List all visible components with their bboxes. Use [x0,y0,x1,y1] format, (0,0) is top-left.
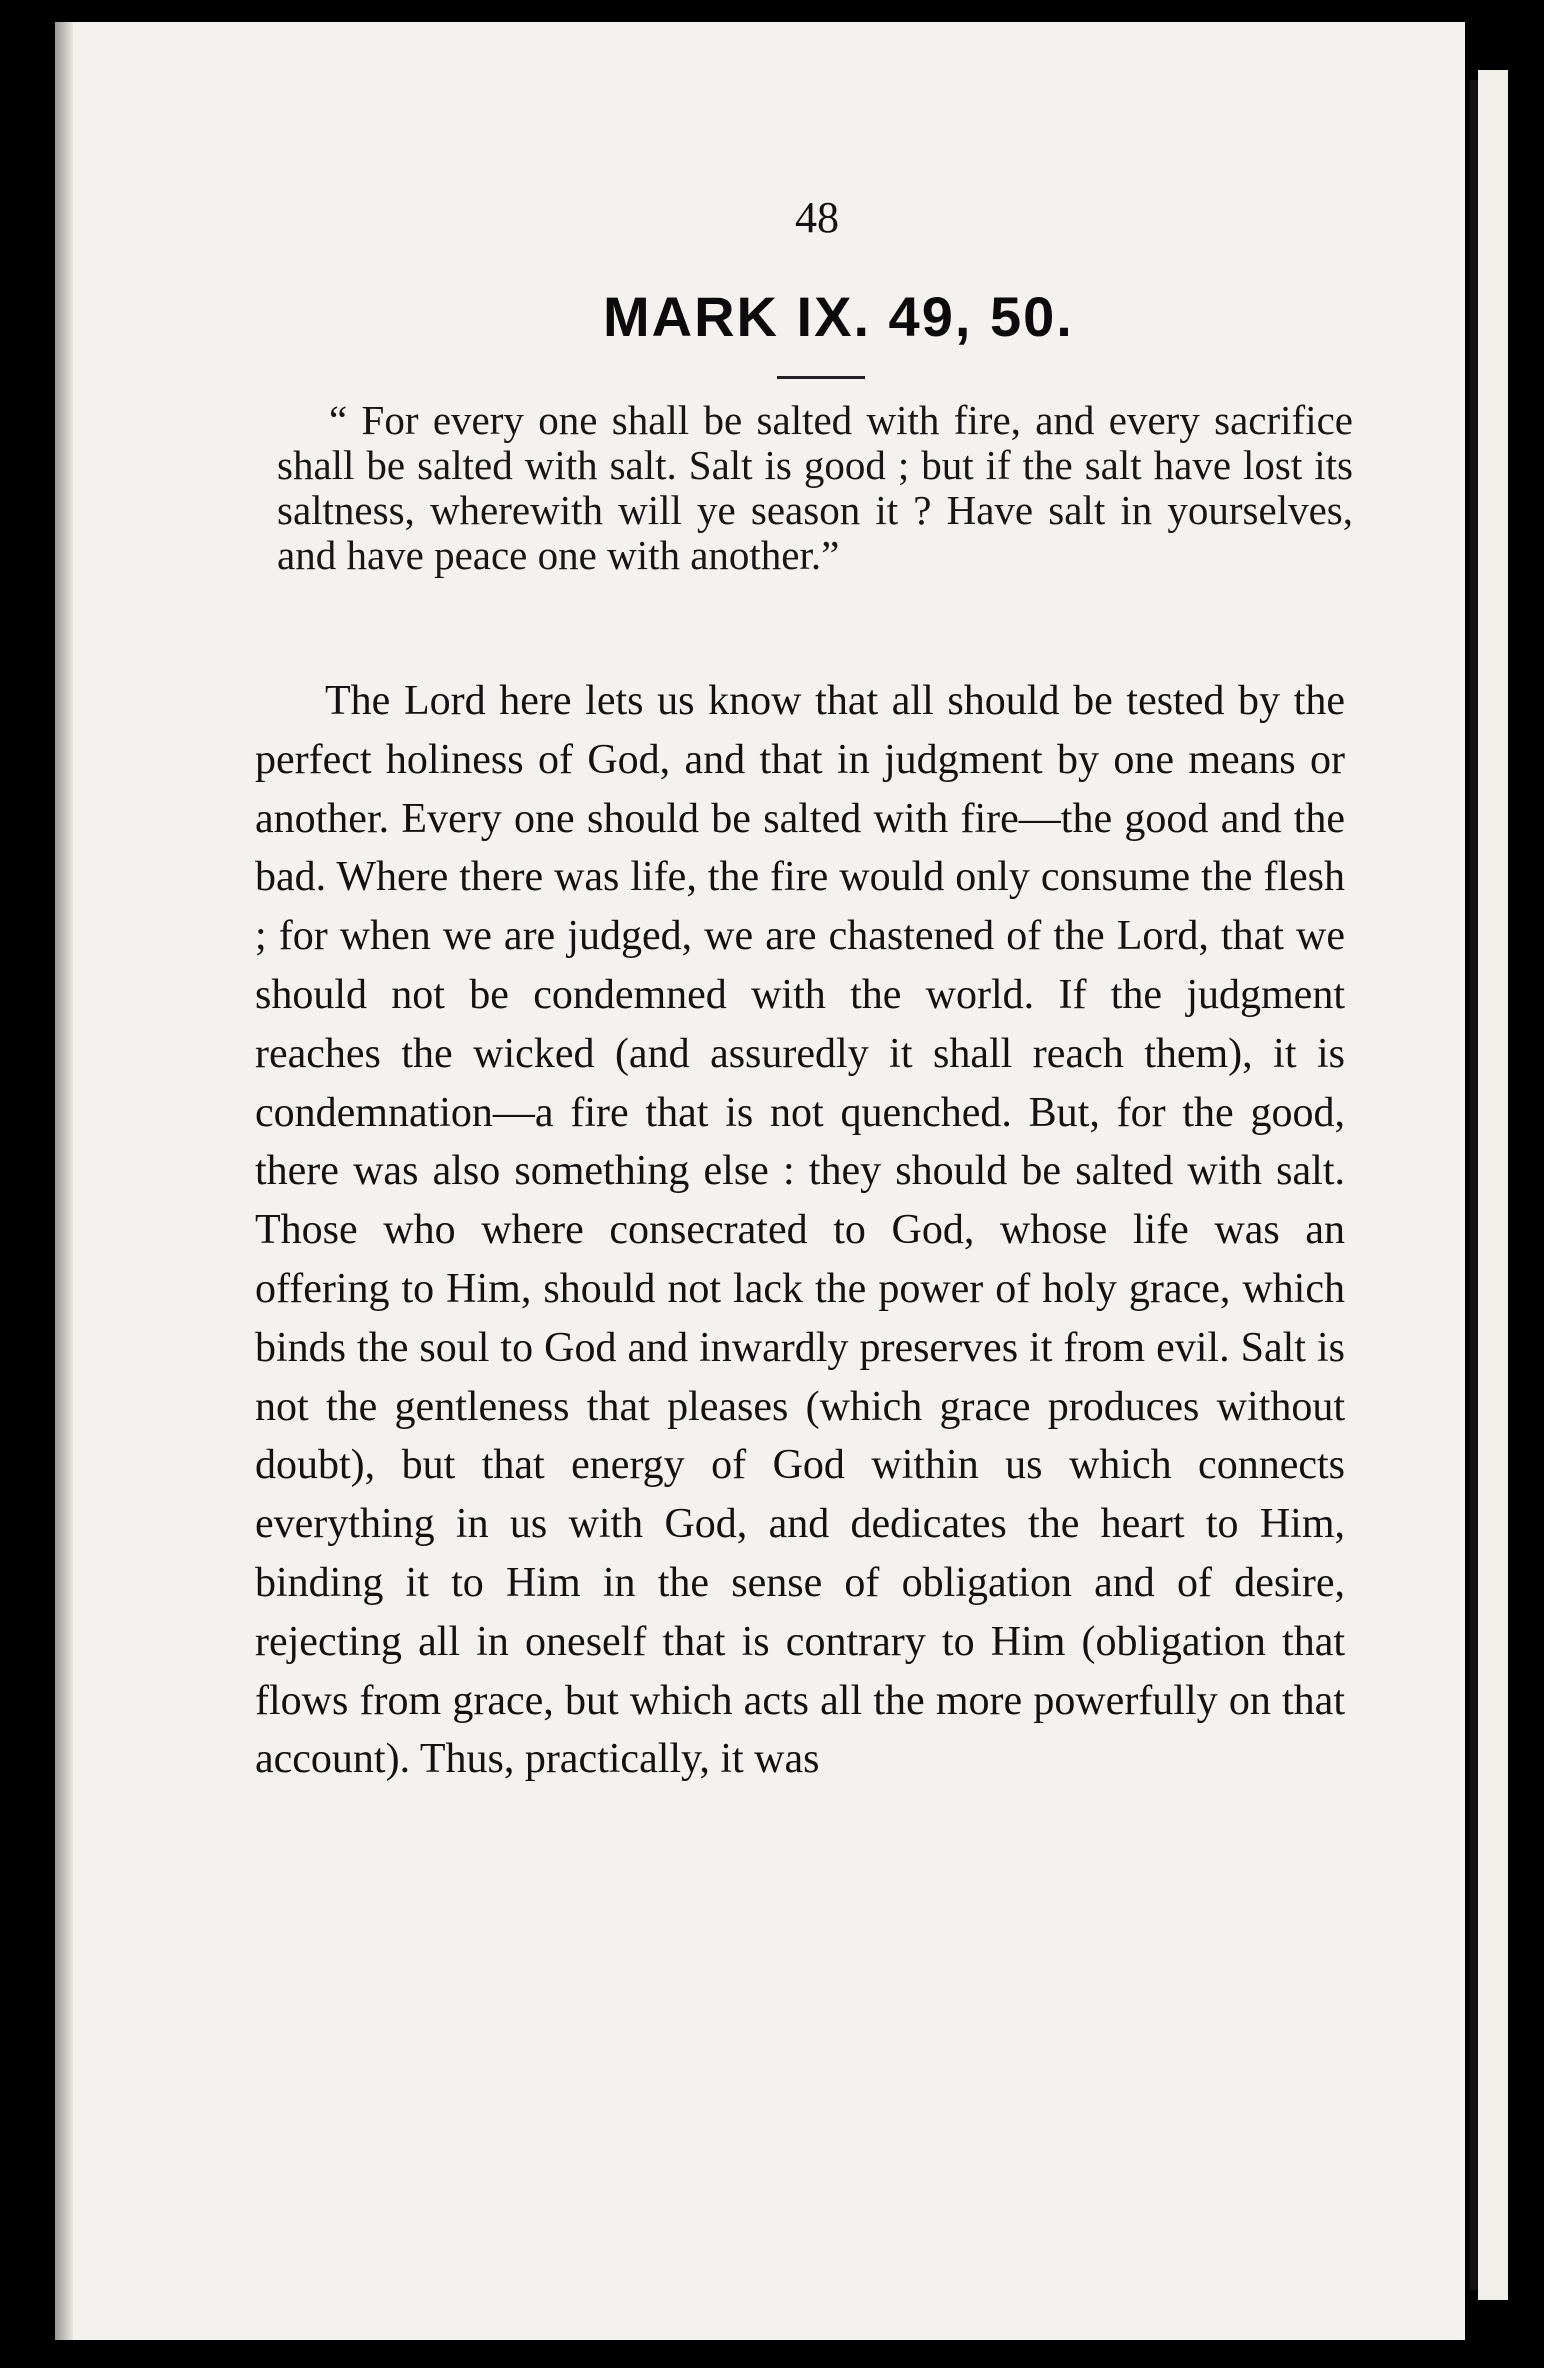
book-page [55,22,1465,2340]
commentary-paragraph: The Lord here lets us know that all should be tested by the perfect holiness of God, and that in judgment by one means or another. Every one should be salted with fire—the good and the bad. Where there was life, the fire would only consume the flesh ; for when we are judged, we are chastened of the Lord, that we should not be condemned with the world. If the judgment reaches the wicked (and assuredly it shall reach them), it is condemnation—a fire that is not quenched. But, for the good, there was also something else : they should be salted with salt. Those who where consecrated to God, whose life was an offering to Him, should not lack the power of holy grace, which binds the soul to God and inwardly preserves it from evil. Salt is not the gentleness that pleases (which grace produces without doubt), but that energy of God within us which connects everything in us with God, and dedicates the heart to Him, binding it to Him in the sense of obligation and of desire, rejecting all in oneself that is contrary to Him (obligation that flows from grace, but which acts all the more powerfully on that account). Thus, practically, it was [255,678,1345,1783]
chapter-heading: MARK IX. 49, 50. [603,285,1074,348]
scripture-quote: “ For every one shall be salted with fire, and every sacrifice shall be salted with salt. Salt is good ; but if the salt have lost its saltness, wherewith will ye season it ? Have salt in yourselves, and have peace one with another.” [277,397,1353,578]
page-gutter-line [1470,80,1478,2290]
heading-divider [777,376,865,379]
facing-page-edge [1478,70,1508,2300]
page-number: 48 [795,193,839,242]
